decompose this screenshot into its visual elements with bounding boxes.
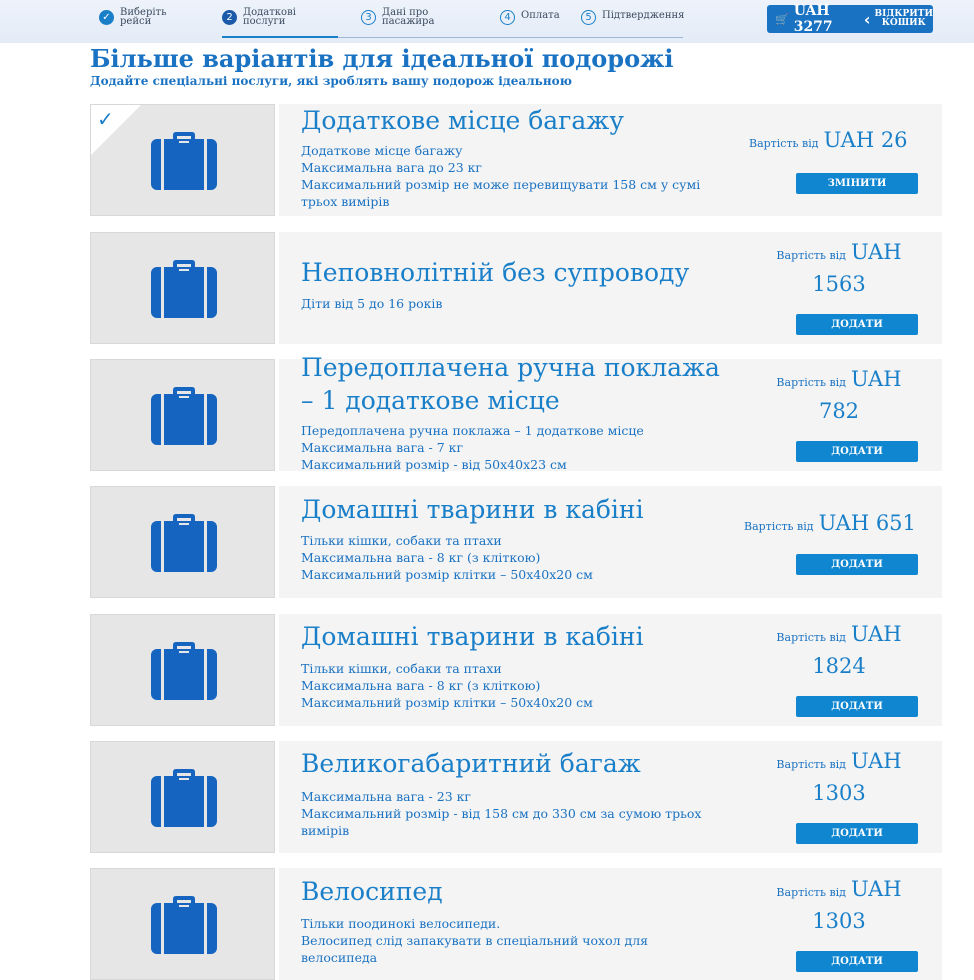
- suitcase-icon: [151, 132, 217, 190]
- add-button[interactable]: ДОДАТИ: [796, 696, 918, 717]
- suitcase-icon: [151, 514, 217, 572]
- cart-amount: UAH 3277: [793, 3, 833, 35]
- price-block: [769, 620, 909, 681]
- step-check-icon: ✓: [99, 10, 114, 25]
- price-from-label: Вартість від: [776, 631, 846, 644]
- description-line: Максимальний розмір не може перевищувати 158 см у сумі трьох вимірів: [301, 177, 701, 209]
- steps-track: [338, 37, 683, 38]
- step-select-flights[interactable]: [99, 8, 167, 26]
- cart-button[interactable]: [767, 5, 933, 33]
- service-thumbnail: [90, 104, 275, 216]
- price-from-label: Вартість від: [776, 249, 846, 262]
- service-thumbnail: [90, 614, 275, 726]
- chevron-left-icon: ‹: [863, 9, 871, 29]
- add-button[interactable]: ДОДАТИ: [796, 314, 918, 335]
- step-number: 5: [581, 10, 596, 25]
- step-confirmation[interactable]: [581, 8, 684, 25]
- price-from-label: Вартість від: [776, 886, 846, 899]
- add-button[interactable]: ДОДАТИ: [796, 441, 918, 462]
- description-line: Максимальна вага - 23 кг: [301, 789, 471, 804]
- description-line: Велосипед слід запакувати в спеціальний чохол для велосипеда: [301, 933, 649, 965]
- service-item: [90, 104, 942, 216]
- service-thumbnail: [90, 486, 275, 598]
- description-line: Максимальний розмір клітки – 50x40x20 см: [301, 567, 593, 582]
- page-subtitle: Додайте спеціальні послуги, які зроблять вашу подорож ідеальною: [90, 74, 572, 88]
- add-button[interactable]: ДОДАТИ: [796, 554, 918, 575]
- step-extra-services[interactable]: [222, 8, 296, 26]
- price-from-label: Вартість від: [776, 376, 846, 389]
- description-line: Максимальний розмір клітки – 50x40x20 см: [301, 695, 593, 710]
- price-from-label: Вартість від: [776, 758, 846, 771]
- description-line: Максимальна вага до 23 кг: [301, 160, 482, 175]
- description-line: Тільки кішки, собаки та птахи: [301, 533, 502, 548]
- service-item: [90, 486, 942, 598]
- price-from-label: Вартість від: [749, 137, 819, 150]
- suitcase-icon: [151, 387, 217, 445]
- price-value: 1824: [812, 654, 866, 678]
- service-panel: [279, 353, 942, 472]
- service-description: [301, 915, 711, 966]
- price-value: 1563: [812, 272, 866, 296]
- service-title: Передоплачена ручна поклажа – 1 додаткове місце: [301, 353, 720, 415]
- service-thumbnail: [90, 359, 275, 471]
- service-thumbnail: [90, 232, 275, 344]
- step-payment[interactable]: [500, 8, 560, 25]
- step-label: Підтвердження: [602, 10, 685, 21]
- description-line: Тільки кішки, собаки та птахи: [301, 661, 502, 676]
- suitcase-icon: [151, 896, 217, 954]
- step-label: Додаткові послуги: [243, 7, 296, 27]
- service-item: [90, 353, 942, 472]
- service-title: Домашні тварини в кабіні: [301, 495, 644, 524]
- service-description: [301, 532, 711, 583]
- service-panel: [279, 232, 942, 344]
- price-value: 1303: [812, 781, 866, 805]
- price-value: 782: [818, 399, 860, 423]
- service-description: [301, 422, 711, 473]
- description-line: Тільки поодинокі велосипеди.: [301, 916, 501, 931]
- service-title: Додаткове місце багажу: [301, 106, 624, 135]
- service-item: [90, 232, 942, 344]
- price-currency: UAH: [851, 240, 902, 264]
- service-title: Велосипед: [301, 877, 443, 906]
- checkout-header: [0, 0, 974, 43]
- service-item: [90, 868, 942, 980]
- price-currency: UAH: [851, 877, 902, 901]
- price-currency: UAH: [851, 749, 902, 773]
- service-description: [301, 788, 711, 839]
- price-block: [769, 747, 909, 808]
- description-line: Максимальна вага - 8 кг (з кліткою): [301, 550, 541, 565]
- price-block: [744, 509, 916, 541]
- service-panel: [279, 741, 942, 853]
- suitcase-icon: [151, 642, 217, 700]
- description-line: Максимальна вага - 7 кг: [301, 440, 464, 455]
- add-button[interactable]: ДОДАТИ: [796, 951, 918, 972]
- service-panel: [279, 614, 942, 726]
- service-title: Неповнолітній без супроводу: [301, 258, 690, 287]
- step-passenger-data[interactable]: [361, 8, 434, 26]
- change-button[interactable]: ЗМІНИТИ: [796, 173, 918, 194]
- service-panel: [279, 486, 942, 598]
- price-block: [769, 238, 909, 299]
- step-number: 3: [361, 10, 376, 25]
- price-from-label: Вартість від: [744, 520, 814, 533]
- price-block: [769, 365, 909, 426]
- price-block: [749, 126, 908, 158]
- price-value: UAH 651: [818, 511, 916, 535]
- description-line: Максимальний розмір - від 158 см до 330 см за сумою трьох вимірів: [301, 806, 702, 838]
- price-currency: UAH: [851, 367, 902, 391]
- service-item: [90, 741, 942, 853]
- add-button[interactable]: ДОДАТИ: [796, 823, 918, 844]
- description-line: Додаткове місце багажу: [301, 143, 463, 158]
- price-block: [769, 875, 909, 936]
- service-description: [301, 142, 711, 210]
- service-title: Домашні тварини в кабіні: [301, 622, 644, 651]
- price-currency: UAH: [851, 622, 902, 646]
- service-thumbnail: [90, 741, 275, 853]
- service-panel: [279, 104, 942, 216]
- check-icon: ✓: [97, 107, 114, 131]
- service-description: [301, 295, 711, 312]
- step-label: Виберіть рейси: [120, 7, 167, 27]
- service-item: [90, 614, 942, 726]
- open-cart-label: ВІДКРИТИ КОШИК: [874, 9, 933, 28]
- description-line: Діти від 5 до 16 років: [301, 296, 443, 311]
- step-number: 4: [500, 10, 515, 25]
- description-line: Максимальна вага - 8 кг (з кліткою): [301, 678, 541, 693]
- active-step-indicator: [222, 36, 338, 38]
- price-value: 1303: [812, 909, 866, 933]
- suitcase-icon: [151, 769, 217, 827]
- service-panel: [279, 868, 942, 980]
- price-value: UAH 26: [823, 128, 908, 152]
- service-title: Великогабаритний багаж: [301, 749, 641, 778]
- cart-icon: 🛒: [775, 12, 789, 26]
- step-label: Дані про пасажира: [382, 7, 435, 27]
- page-title: Більше варіантів для ідеальної подорожі: [90, 44, 674, 73]
- step-number: 2: [222, 10, 237, 25]
- step-label: Оплата: [521, 10, 560, 21]
- suitcase-icon: [151, 260, 217, 318]
- service-thumbnail: [90, 868, 275, 980]
- service-description: [301, 660, 711, 711]
- description-line: Максимальний розмір - від 50x40x23 см: [301, 457, 567, 472]
- description-line: Передоплачена ручна поклажа – 1 додаткове місце: [301, 423, 644, 438]
